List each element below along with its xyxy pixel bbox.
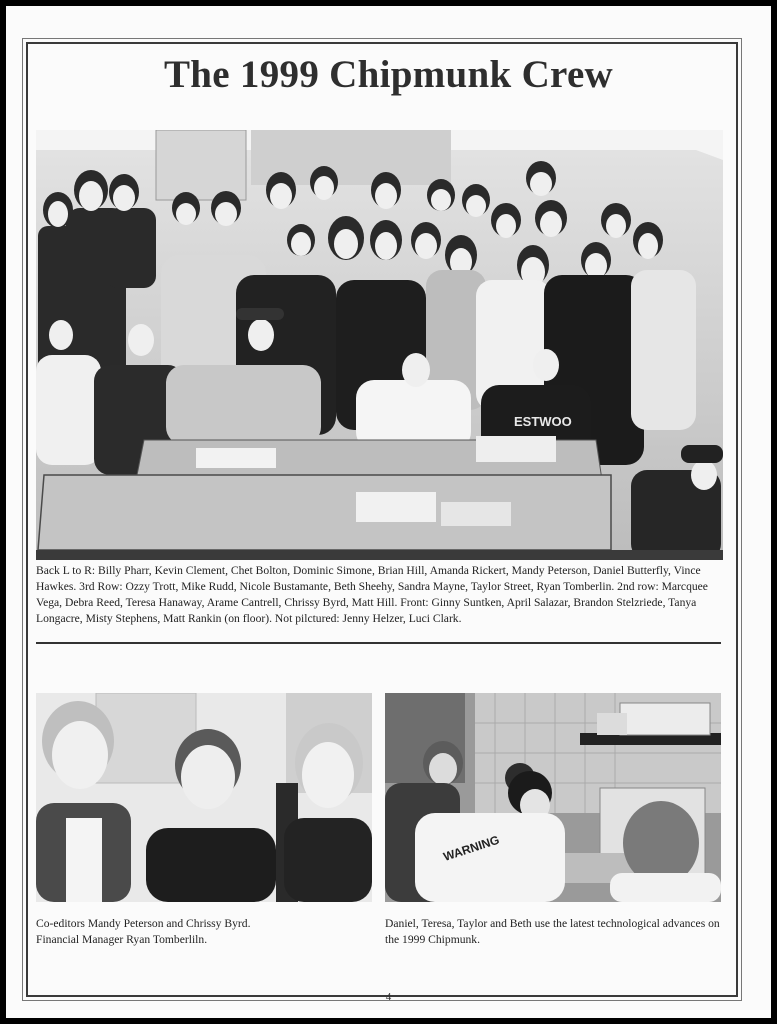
- page-title: The 1999 Chipmunk Crew: [163, 53, 614, 96]
- editors-photo-caption: Co-editors Mandy Peterson and Chrissy Byrd. Financial Manager Ryan Tomberliln.: [36, 917, 251, 946]
- computer-lab-photo: [385, 693, 721, 902]
- shirt-lettering: WARNING: [441, 832, 502, 864]
- computer-lab-photo-caption: Daniel, Teresa, Taylor and Beth use the latest technological advances on the 1999 Chipmunk.: [385, 917, 720, 946]
- page-number: 4: [385, 991, 392, 1003]
- group-photo: [36, 130, 723, 560]
- editors-photo: [36, 693, 372, 902]
- yearbook-page: [6, 6, 771, 1018]
- shirt-lettering: ESTWOO: [514, 414, 572, 429]
- group-photo-caption: Back L to R: Billy Pharr, Kevin Clement, Chet Bolton, Dominic Simone, Brian Hill, Amanda Rickert, Mandy Peterson, Daniel Butterfly, Vince Hawkes. 3rd Row: Ozzy Trott, Mike Rudd, Nicole Bustamante, Beth Sheehy, Sandra Mayne, Taylor Street, Ryan Tomberlin. 2nd row: Marcquee Vega, Debra Reed, Teresa Hanaway, Arame Cantrell, Chrissy Byrd, Matt Hill. Front: Ginny Suntken, April Salazar, Brandon Stelzriede, Tanya Longacre, Misty Stephens, Matt Rankin (on floor). Not pilctured: Jenny Helzer, Luci Clark.: [36, 564, 708, 625]
- section-divider: [36, 642, 721, 644]
